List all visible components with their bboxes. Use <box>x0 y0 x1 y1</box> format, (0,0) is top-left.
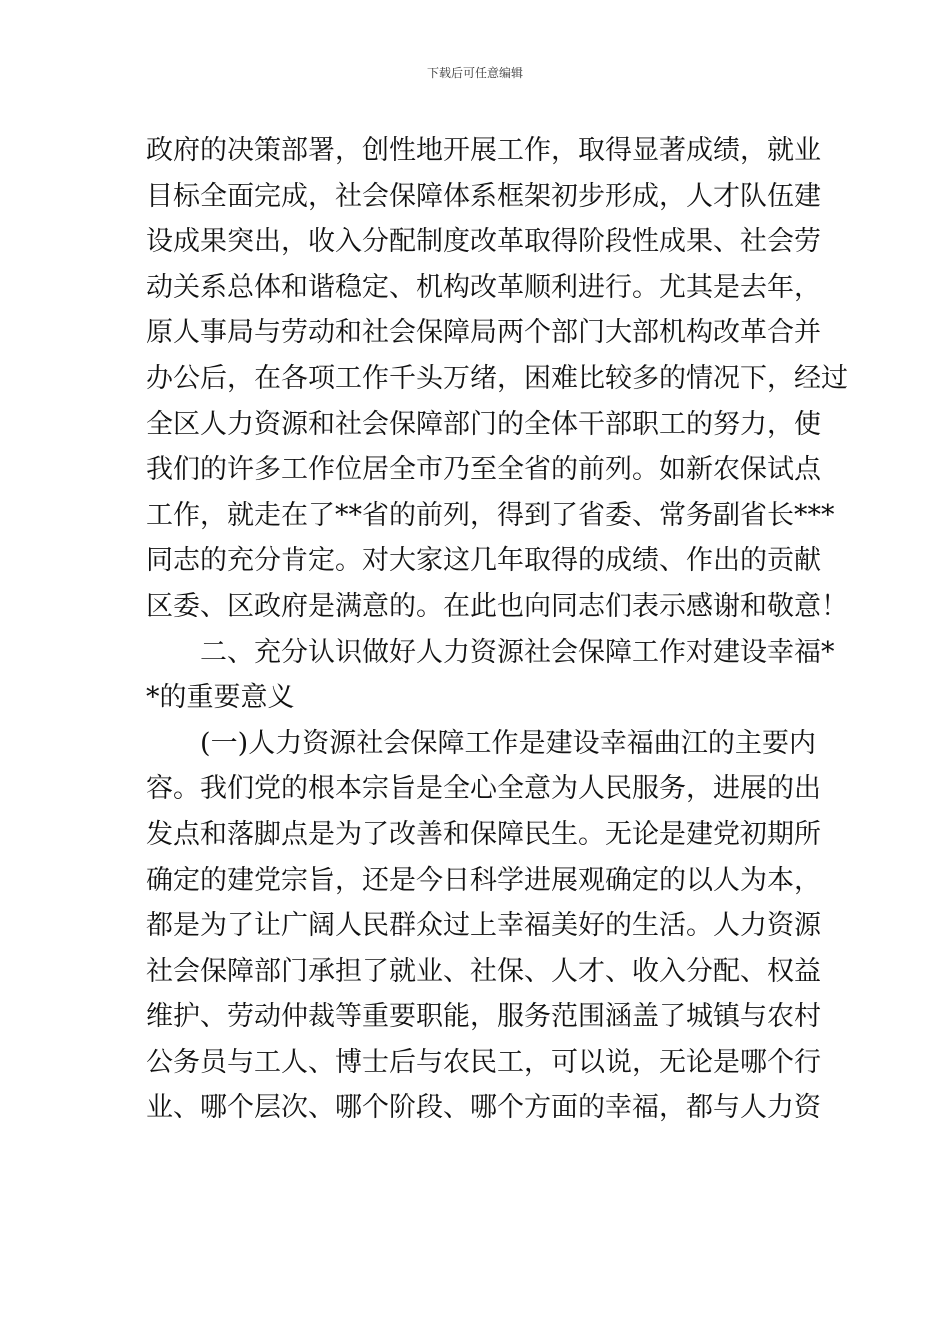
paragraph-line: 区委、区政府是满意的。在此也向同志们表示感谢和敬意！ <box>146 590 848 622</box>
paragraph-line: 维护、劳动仲裁等重要职能，服务范围涵盖了城镇与农村 <box>146 1001 821 1033</box>
paragraph-line: 确定的建党宗旨，还是今日科学进展观确定的以人为本， <box>146 864 821 896</box>
paragraph-line: 政府的决策部署，创性地开展工作，取得显著成绩，就业 <box>146 135 821 166</box>
paragraph-line: 同志的充分肯定。对大家这几年取得的成绩、作出的贡献 <box>146 545 821 577</box>
section-heading-line: *的重要意义 <box>146 682 295 714</box>
paragraph-line: 设成果突出，收入分配制度改革取得阶段性成果、社会劳 <box>146 226 821 258</box>
paragraph-line: 都是为了让广阔人民群众过上幸福美好的生活。人力资源 <box>146 910 821 942</box>
paragraph-line: 工作，就走在了**省的前列，得到了省委、常务副省长*** <box>146 499 835 531</box>
paragraph-line: 目标全面完成，社会保障体系框架初步形成，人才队伍建 <box>146 180 821 212</box>
paragraph-line: 发点和落脚点是为了改善和保障民生。无论是建党初期所 <box>146 818 821 850</box>
page-header: 下载后可任意编辑 <box>426 66 523 80</box>
paragraph-line: 全区人力资源和社会保障部门的全体干部职工的努力，使 <box>146 408 821 440</box>
paragraph-line: 业、哪个层次、哪个阶段、哪个方面的幸福，都与人力资 <box>146 1092 821 1124</box>
paragraph-line: 办公后，在各项工作千头万绪，困难比较多的情况下，经过 <box>146 362 848 394</box>
paragraph-line: 容。我们党的根本宗旨是全心全意为人民服务，进展的出 <box>146 773 821 805</box>
paragraph-line: 公务员与工人、博士后与农民工，可以说，无论是哪个行 <box>146 1046 821 1078</box>
paragraph-line: 动关系总体和谐稳定、机构改革顺利进行。尤其是去年， <box>146 271 821 303</box>
paragraph-line: 原人事局与劳动和社会保障局两个部门大部机构改革合并 <box>146 317 821 349</box>
paragraph-line: (一)人力资源社会保障工作是建设幸福曲江的主要内 <box>200 727 816 759</box>
document-body <box>146 128 848 1131</box>
paragraph-line: 社会保障部门承担了就业、社保、人才、收入分配、权益 <box>146 955 821 987</box>
paragraph-line: 我们的许多工作位居全市乃至全省的前列。如新农保试点 <box>146 454 821 486</box>
section-heading-line: 二、充分认识做好人力资源社会保障工作对建设幸福* <box>200 636 835 668</box>
